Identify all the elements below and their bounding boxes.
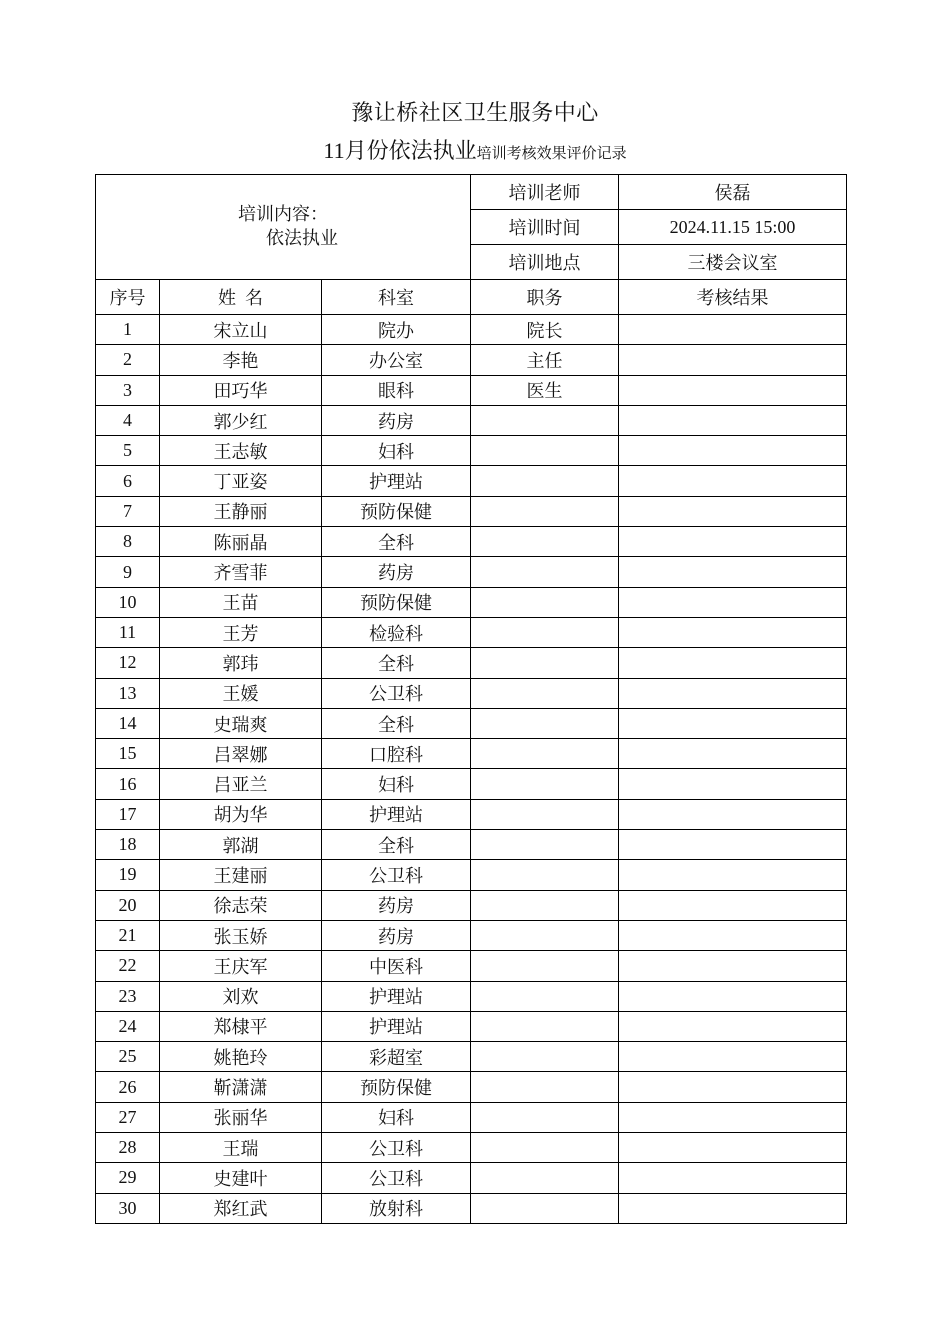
info-row-teacher [96, 175, 847, 210]
row-dept: 彩超室 [322, 1042, 471, 1072]
page-title: 豫让桥社区卫生服务中心 [351, 100, 599, 125]
row-no: 29 [96, 1163, 160, 1193]
row-name: 王静丽 [160, 496, 322, 526]
table-row [96, 436, 847, 466]
row-name: 王媛 [160, 678, 322, 708]
table-row [96, 1193, 847, 1223]
table-row [96, 708, 847, 738]
row-title [471, 920, 619, 950]
row-name: 王志敏 [160, 436, 322, 466]
row-result [619, 1102, 847, 1132]
row-no: 25 [96, 1042, 160, 1072]
row-name: 徐志荣 [160, 890, 322, 920]
row-title [471, 860, 619, 890]
table-row [96, 799, 847, 829]
row-result [619, 860, 847, 890]
row-no: 18 [96, 830, 160, 860]
row-no: 7 [96, 496, 160, 526]
row-no: 27 [96, 1102, 160, 1132]
row-result [619, 436, 847, 466]
row-dept: 放射科 [322, 1193, 471, 1223]
table-row [96, 405, 847, 435]
row-dept: 预防保健 [322, 587, 471, 617]
row-name: 宋立山 [160, 315, 322, 345]
row-dept: 妇科 [322, 1102, 471, 1132]
row-result [619, 1133, 847, 1163]
row-dept: 公卫科 [322, 678, 471, 708]
row-result [619, 1011, 847, 1041]
row-no: 2 [96, 345, 160, 375]
training-content-label: 培训内容： [238, 204, 328, 224]
row-title [471, 799, 619, 829]
row-dept: 药房 [322, 557, 471, 587]
row-name: 王芳 [160, 617, 322, 647]
row-name: 田巧华 [160, 375, 322, 405]
row-title [471, 890, 619, 920]
row-name: 姚艳玲 [160, 1042, 322, 1072]
table-row [96, 587, 847, 617]
row-name: 王苗 [160, 587, 322, 617]
row-title [471, 1133, 619, 1163]
row-title [471, 981, 619, 1011]
table-row [96, 1042, 847, 1072]
row-no: 8 [96, 527, 160, 557]
table-row [96, 830, 847, 860]
table-row [96, 1102, 847, 1132]
row-title [471, 769, 619, 799]
table-row [96, 1072, 847, 1102]
table-row [96, 769, 847, 799]
row-dept: 护理站 [322, 466, 471, 496]
row-title [471, 1193, 619, 1223]
row-name: 郑红武 [160, 1193, 322, 1223]
row-dept: 口腔科 [322, 739, 471, 769]
row-title: 医生 [471, 375, 619, 405]
row-name: 吕翠娜 [160, 739, 322, 769]
row-result [619, 1163, 847, 1193]
page-subtitle [0, 134, 950, 165]
row-title [471, 436, 619, 466]
row-result [619, 375, 847, 405]
row-title [471, 951, 619, 981]
row-title [471, 1102, 619, 1132]
row-no: 20 [96, 890, 160, 920]
subtitle-suffix: 培训考核效果评价记录 [476, 146, 627, 162]
row-result [619, 587, 847, 617]
row-result [619, 1193, 847, 1223]
row-title [471, 496, 619, 526]
table-row [96, 557, 847, 587]
row-no: 16 [96, 769, 160, 799]
row-title [471, 648, 619, 678]
row-result [619, 920, 847, 950]
row-no: 10 [96, 587, 160, 617]
row-result [619, 315, 847, 345]
row-dept: 全科 [322, 527, 471, 557]
row-title [471, 1011, 619, 1041]
table-row [96, 648, 847, 678]
row-dept: 药房 [322, 405, 471, 435]
table-row [96, 739, 847, 769]
table-row [96, 920, 847, 950]
row-dept: 公卫科 [322, 1163, 471, 1193]
row-dept: 预防保健 [322, 496, 471, 526]
row-name: 刘欢 [160, 981, 322, 1011]
row-result [619, 769, 847, 799]
table-row [96, 678, 847, 708]
row-no: 28 [96, 1133, 160, 1163]
table-row [96, 375, 847, 405]
teacher-value: 侯磊 [619, 175, 847, 210]
row-dept: 公卫科 [322, 1133, 471, 1163]
row-title [471, 739, 619, 769]
row-dept: 护理站 [322, 981, 471, 1011]
table-row [96, 466, 847, 496]
row-title [471, 617, 619, 647]
row-no: 23 [96, 981, 160, 1011]
row-name: 史建叶 [160, 1163, 322, 1193]
row-name: 王建丽 [160, 860, 322, 890]
row-no: 13 [96, 678, 160, 708]
row-no: 9 [96, 557, 160, 587]
row-result [619, 405, 847, 435]
row-title [471, 708, 619, 738]
row-no: 4 [96, 405, 160, 435]
table-row [96, 345, 847, 375]
row-title [471, 466, 619, 496]
row-no: 1 [96, 315, 160, 345]
row-result [619, 496, 847, 526]
row-name: 丁亚姿 [160, 466, 322, 496]
row-dept: 妇科 [322, 769, 471, 799]
row-dept: 护理站 [322, 799, 471, 829]
row-title [471, 1072, 619, 1102]
row-name: 靳潇潇 [160, 1072, 322, 1102]
col-header-dept: 科室 [322, 280, 471, 315]
table-row [96, 1133, 847, 1163]
row-title: 主任 [471, 345, 619, 375]
row-no: 19 [96, 860, 160, 890]
row-no: 30 [96, 1193, 160, 1223]
row-dept: 中医科 [322, 951, 471, 981]
row-result [619, 648, 847, 678]
table-row [96, 617, 847, 647]
row-result [619, 799, 847, 829]
row-dept: 眼科 [322, 375, 471, 405]
row-name: 齐雪菲 [160, 557, 322, 587]
table-row [96, 1163, 847, 1193]
row-title [471, 1042, 619, 1072]
row-result [619, 1072, 847, 1102]
row-result [619, 617, 847, 647]
training-record-table [95, 174, 847, 1224]
row-dept: 预防保健 [322, 1072, 471, 1102]
row-dept: 护理站 [322, 1011, 471, 1041]
table-row [96, 951, 847, 981]
row-no: 22 [96, 951, 160, 981]
row-dept: 药房 [322, 920, 471, 950]
row-result [619, 345, 847, 375]
row-no: 11 [96, 617, 160, 647]
row-result [619, 466, 847, 496]
table-row [96, 527, 847, 557]
row-title [471, 587, 619, 617]
place-label: 培训地点 [471, 245, 619, 280]
row-no: 12 [96, 648, 160, 678]
row-dept: 全科 [322, 648, 471, 678]
row-dept: 全科 [322, 708, 471, 738]
row-name: 李艳 [160, 345, 322, 375]
row-dept: 妇科 [322, 436, 471, 466]
table-row [96, 1011, 847, 1041]
subtitle-main: 11月份依法执业 [323, 138, 477, 163]
row-result [619, 830, 847, 860]
table-row [96, 890, 847, 920]
table-row [96, 860, 847, 890]
row-no: 5 [96, 436, 160, 466]
col-header-result: 考核结果 [619, 280, 847, 315]
training-content-value: 依法执业 [266, 228, 338, 248]
row-result [619, 890, 847, 920]
row-name: 张玉娇 [160, 920, 322, 950]
row-title [471, 1163, 619, 1193]
col-header-name: 姓 名 [160, 280, 322, 315]
row-result [619, 739, 847, 769]
row-name: 王瑞 [160, 1133, 322, 1163]
row-title [471, 405, 619, 435]
row-dept: 办公室 [322, 345, 471, 375]
row-result [619, 1042, 847, 1072]
row-dept: 公卫科 [322, 860, 471, 890]
place-value: 三楼会议室 [619, 245, 847, 280]
row-no: 24 [96, 1011, 160, 1041]
row-name: 史瑞爽 [160, 708, 322, 738]
row-no: 26 [96, 1072, 160, 1102]
row-dept: 全科 [322, 830, 471, 860]
row-dept: 检验科 [322, 617, 471, 647]
row-name: 陈丽晶 [160, 527, 322, 557]
row-no: 15 [96, 739, 160, 769]
row-result [619, 708, 847, 738]
row-title [471, 678, 619, 708]
row-dept: 院办 [322, 315, 471, 345]
col-header-no: 序号 [96, 280, 160, 315]
row-title [471, 527, 619, 557]
row-title: 院长 [471, 315, 619, 345]
row-result [619, 527, 847, 557]
row-dept: 药房 [322, 890, 471, 920]
table-row [96, 315, 847, 345]
row-result [619, 951, 847, 981]
row-result [619, 678, 847, 708]
row-name: 郭少红 [160, 405, 322, 435]
row-name: 吕亚兰 [160, 769, 322, 799]
time-value: 2024.11.15 15:00 [619, 210, 847, 245]
teacher-label: 培训老师 [471, 175, 619, 210]
table-header-row [96, 280, 847, 315]
row-title [471, 557, 619, 587]
row-no: 6 [96, 466, 160, 496]
col-header-title: 职务 [471, 280, 619, 315]
row-title [471, 830, 619, 860]
row-name: 郭玮 [160, 648, 322, 678]
row-no: 14 [96, 708, 160, 738]
row-no: 3 [96, 375, 160, 405]
row-no: 17 [96, 799, 160, 829]
row-name: 张丽华 [160, 1102, 322, 1132]
table-row [96, 981, 847, 1011]
training-content-cell [96, 175, 471, 280]
row-no: 21 [96, 920, 160, 950]
row-name: 郑棣平 [160, 1011, 322, 1041]
row-name: 胡为华 [160, 799, 322, 829]
row-name: 王庆军 [160, 951, 322, 981]
row-result [619, 981, 847, 1011]
row-result [619, 557, 847, 587]
table-row [96, 496, 847, 526]
row-name: 郭湖 [160, 830, 322, 860]
time-label: 培训时间 [471, 210, 619, 245]
